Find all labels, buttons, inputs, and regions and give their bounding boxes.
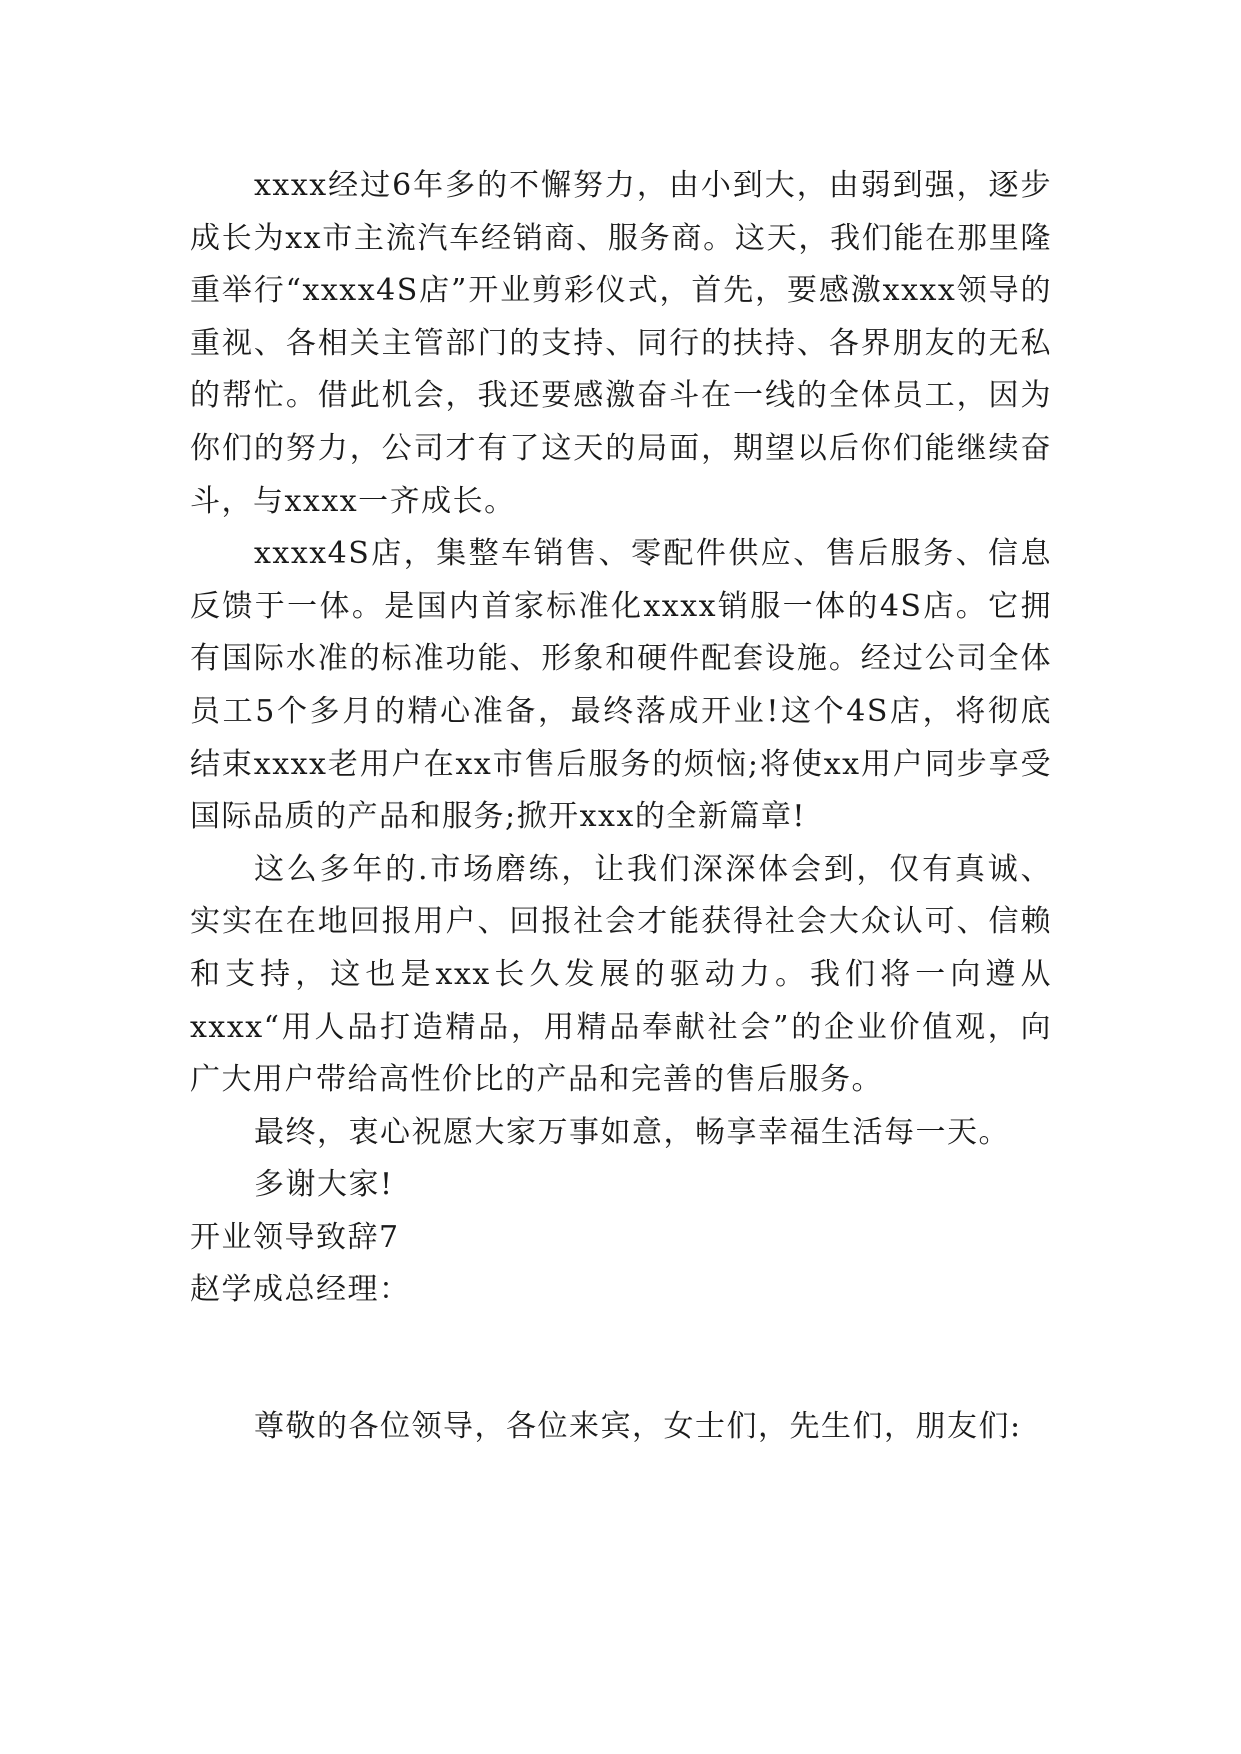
- document-body: [190, 160, 1052, 1454]
- section-title: 开业领导致辞7: [190, 1219, 400, 1255]
- body-paragraph-2: xxxx4S店，集整车销售、零配件供应、售后服务、信息反馈于一体。是国内首家标准化xxxx销服一体的4S店。它拥有国际水准的标准功能、形象和硬件配套设施。经过公司全体员工5个多月的精心准备，最终落成开业!这个4S店，将彻底结束xxxx老用户在xx市售后服务的烦恼;将使xx用户同步享受国际品质的产品和服务;掀开xxx的全新篇章!: [190, 536, 1052, 835]
- blank-spacer: [190, 1317, 1052, 1401]
- speaker-line: 赵学成总经理：: [190, 1272, 411, 1308]
- body-paragraph-1: xxxx经过6年多的不懈努力，由小到大，由弱到强，逐步成长为xx市主流汽车经销商、服务商。这天，我们能在那里隆重举行“xxxx4S店”开业剪彩仪式，首先，要感激xxxx领导的重视、各相关主管部门的支持、同行的扶持、各界朋友的无私的帮忙。借此机会，我还要感激奋斗在一线的全体员工，因为你们的努力，公司才有了这天的局面，期望以后你们能继续奋斗，与xxxx一齐成长。: [190, 168, 1052, 519]
- closing-line: 最终，衷心祝愿大家万事如意，畅享幸福生活每一天。: [254, 1114, 1010, 1150]
- salutation-line: 尊敬的各位领导，各位来宾，女士们，先生们，朋友们:: [254, 1409, 1022, 1445]
- thanks-line: 多谢大家!: [254, 1167, 394, 1203]
- body-paragraph-3: 这么多年的.市场磨练，让我们深深体会到，仅有真诚、实实在在地回报用户、回报社会才能获得社会大众认可、信赖和支持，这也是xxx长久发展的驱动力。我们将一向遵从xxxx“用人品打造精品，用精品奉献社会”的企业价值观，向广大用户带给高性价比的产品和完善的售后服务。: [190, 851, 1052, 1098]
